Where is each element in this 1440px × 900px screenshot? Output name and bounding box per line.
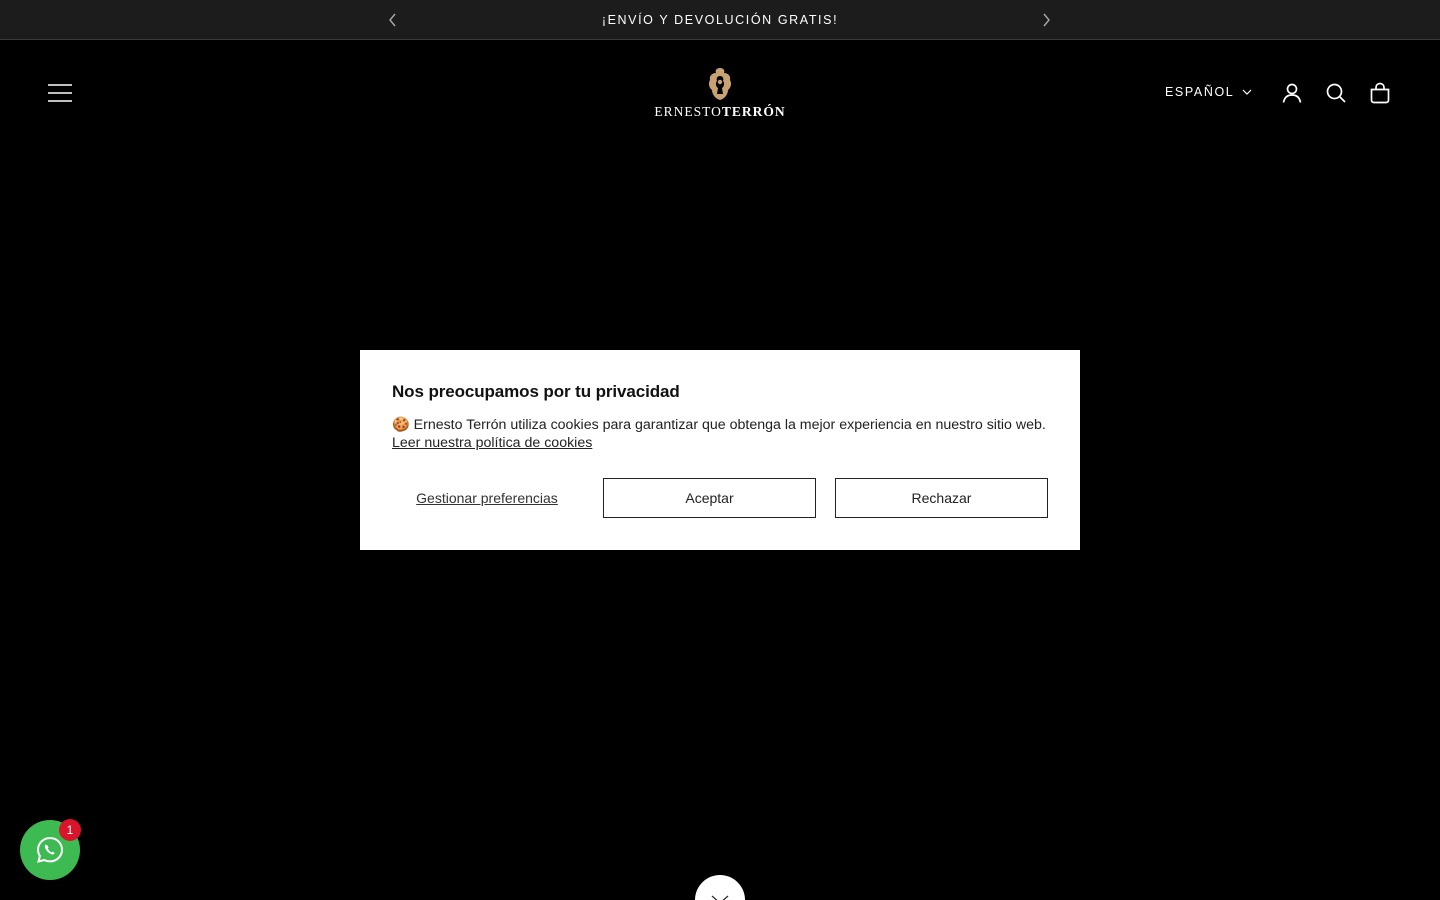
- search-button[interactable]: [1324, 81, 1348, 105]
- site-logo[interactable]: [650, 67, 790, 131]
- cookie-description-text: Ernesto Terrón utiliza cookies para garantizar que obtenga la mejor experiencia en nuestro sitio web.: [413, 417, 1046, 433]
- logo-text: ERNESTOTERRÓN: [654, 104, 786, 119]
- search-icon: [1324, 81, 1348, 105]
- cookie-actions: [392, 478, 1048, 518]
- language-label: ESPAÑOL: [1165, 85, 1235, 99]
- chevron-down-icon: [1242, 89, 1252, 95]
- cookie-emoji-icon: 🍪: [392, 417, 410, 433]
- chevron-left-icon: [388, 13, 398, 27]
- cookie-title: Nos preocupamos por tu privacidad: [392, 382, 680, 401]
- announcement-prev-button[interactable]: [383, 10, 403, 30]
- whatsapp-notification-badge: 1: [59, 819, 81, 841]
- cart-button[interactable]: [1368, 81, 1392, 105]
- announcement-bar: [0, 0, 1440, 40]
- whatsapp-icon: [35, 835, 65, 865]
- scroll-down-button[interactable]: [695, 875, 745, 900]
- chevron-down-icon: [711, 895, 729, 900]
- reject-button[interactable]: Rechazar: [835, 478, 1048, 518]
- cookie-policy-link[interactable]: Leer nuestra política de cookies: [392, 435, 593, 451]
- chevron-right-icon: [1041, 13, 1051, 27]
- logo-mark-icon: [706, 67, 734, 101]
- cookie-description: [392, 416, 1048, 452]
- site-header: [0, 41, 1440, 147]
- account-icon: [1280, 81, 1304, 105]
- account-button[interactable]: [1280, 81, 1304, 105]
- announcement-next-button[interactable]: [1036, 10, 1056, 30]
- cart-icon: [1368, 81, 1392, 105]
- announcement-text: ¡ENVÍO Y DEVOLUCIÓN GRATIS!: [601, 12, 839, 27]
- menu-icon: [46, 81, 74, 105]
- menu-button[interactable]: [46, 81, 74, 105]
- accept-button[interactable]: Aceptar: [603, 478, 816, 518]
- cookie-consent-dialog: [360, 350, 1080, 550]
- language-selector[interactable]: [1165, 85, 1252, 99]
- manage-preferences-button[interactable]: Gestionar preferencias: [416, 490, 558, 506]
